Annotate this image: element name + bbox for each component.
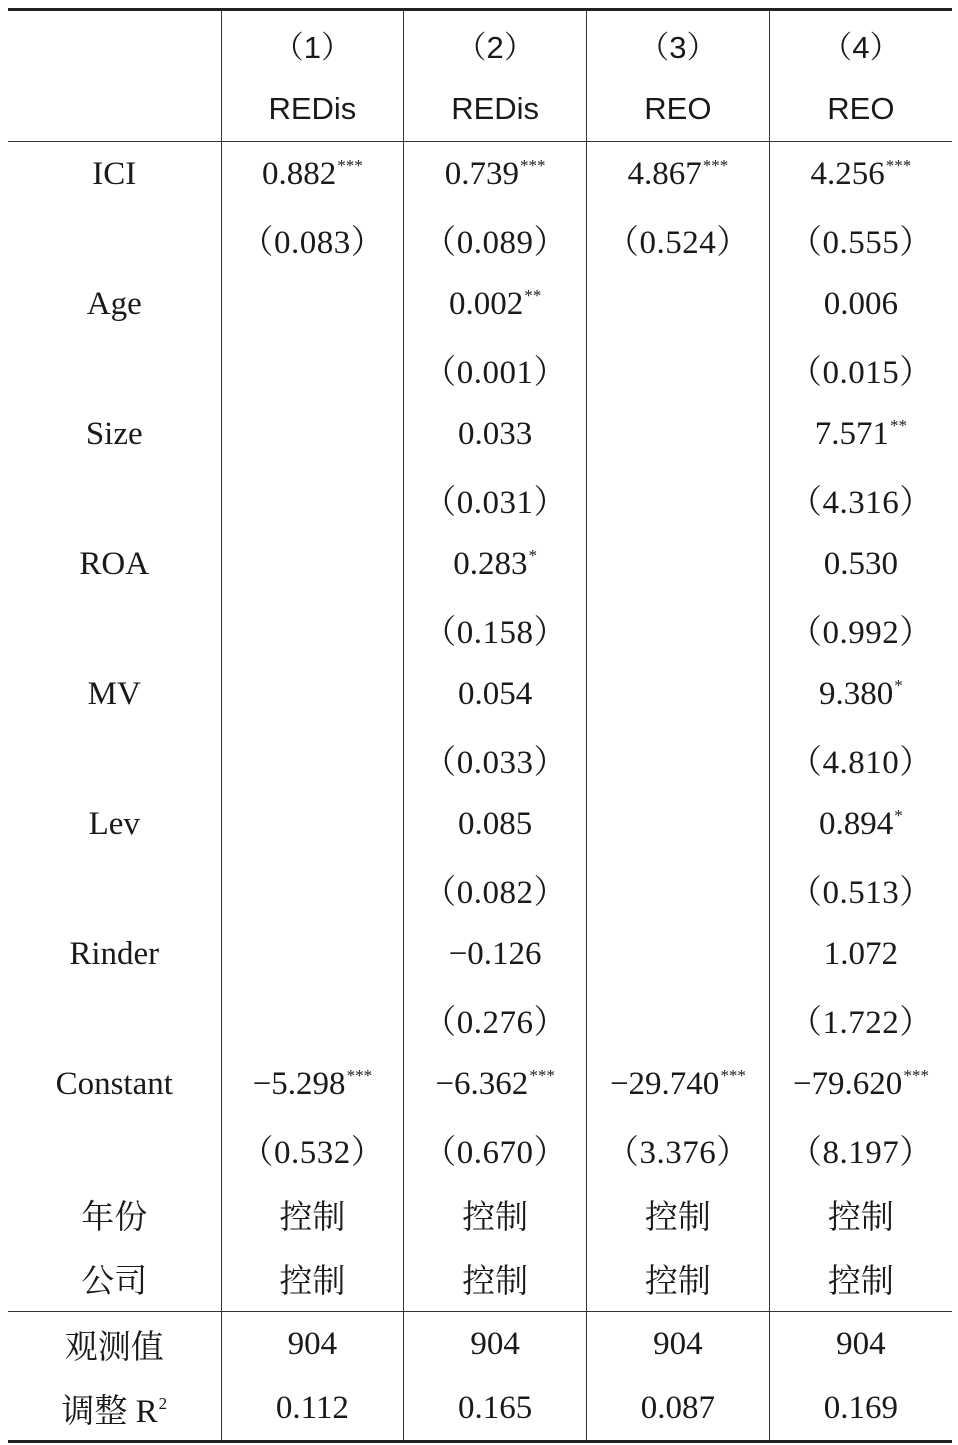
table-row xyxy=(8,1247,952,1312)
table-cell xyxy=(221,1117,404,1182)
row-label: ICI xyxy=(92,155,137,192)
summary-label-text: 调整 R xyxy=(61,1393,158,1430)
row-label xyxy=(8,1117,221,1182)
row-label: 公司 xyxy=(81,1264,148,1301)
table-cell xyxy=(587,1247,770,1312)
standard-error: （0.031） xyxy=(423,484,567,521)
significance-stars: * xyxy=(528,545,537,565)
row-label: Rinder xyxy=(69,935,160,972)
table-row xyxy=(8,727,952,792)
summary-label xyxy=(8,1377,221,1442)
table-cell xyxy=(587,207,770,272)
standard-error: （3.376） xyxy=(606,1134,750,1171)
table-cell xyxy=(769,532,952,597)
standard-error: （0.555） xyxy=(789,224,933,261)
cell-value: 0.894 xyxy=(819,805,894,842)
standard-error: （4.810） xyxy=(789,744,933,781)
table-cell xyxy=(404,857,587,922)
summary-cell: 0.169 xyxy=(769,1377,952,1442)
table-cell xyxy=(404,792,587,857)
standard-error: （0.992） xyxy=(789,614,933,651)
cell-value: 4.256 xyxy=(810,155,885,192)
table-cell xyxy=(587,792,770,857)
table-cell xyxy=(587,1117,770,1182)
table-cell xyxy=(221,402,404,467)
standard-error: （1.722） xyxy=(789,1004,933,1041)
standard-error: （0.089） xyxy=(423,224,567,261)
summary-cell: 904 xyxy=(587,1312,770,1377)
significance-stars: *** xyxy=(346,1065,373,1085)
regression-table xyxy=(8,8,952,1443)
cell-value: −29.740 xyxy=(609,1065,720,1102)
table-cell xyxy=(769,597,952,662)
summary-label xyxy=(8,1312,221,1377)
cell-value: 7.571 xyxy=(814,415,889,452)
significance-stars: * xyxy=(894,675,903,695)
table-cell xyxy=(221,1052,404,1117)
standard-error: （8.197） xyxy=(789,1134,933,1171)
table-cell xyxy=(769,272,952,337)
table-cell xyxy=(404,272,587,337)
row-label: Lev xyxy=(88,805,140,842)
standard-error: （0.670） xyxy=(423,1134,567,1171)
significance-stars: *** xyxy=(702,155,729,175)
row-label: Size xyxy=(85,415,143,452)
cell-value: 0.002 xyxy=(449,285,524,322)
table-cell xyxy=(404,1117,587,1182)
cell-value: 控制 xyxy=(827,1199,894,1236)
table-cell xyxy=(221,337,404,402)
row-label: Constant xyxy=(55,1065,173,1102)
cell-value: −79.620 xyxy=(792,1065,903,1102)
table-cell xyxy=(587,142,770,207)
table-cell xyxy=(769,1117,952,1182)
table-cell xyxy=(404,207,587,272)
cell-value: −0.126 xyxy=(448,935,542,972)
table-row xyxy=(8,597,952,662)
summary-cell: 0.087 xyxy=(587,1377,770,1442)
column-dependent-variable: REO xyxy=(769,77,952,142)
superscript: 2 xyxy=(158,1393,168,1413)
table-row xyxy=(8,662,952,727)
standard-error: （0.276） xyxy=(423,1004,567,1041)
table-cell xyxy=(769,467,952,532)
table-cell xyxy=(587,597,770,662)
summary-row xyxy=(8,1312,952,1377)
cell-value: 0.033 xyxy=(458,415,533,452)
summary-cell: 0.112 xyxy=(221,1377,404,1442)
standard-error: （0.033） xyxy=(423,744,567,781)
table-cell xyxy=(769,662,952,727)
table-cell xyxy=(221,857,404,922)
row-label xyxy=(8,727,221,792)
cell-value: 控制 xyxy=(462,1264,529,1301)
row-label xyxy=(8,597,221,662)
table-cell xyxy=(404,532,587,597)
row-label xyxy=(8,987,221,1052)
table-cell xyxy=(769,207,952,272)
row-label: ROA xyxy=(79,545,150,582)
cell-value: 0.739 xyxy=(444,155,519,192)
table-cell xyxy=(221,532,404,597)
table-cell xyxy=(769,337,952,402)
summary-label-text: 观测值 xyxy=(64,1329,164,1366)
table-cell xyxy=(769,727,952,792)
column-number: （4） xyxy=(769,10,952,78)
row-label: Age xyxy=(86,285,142,322)
summary-cell: 904 xyxy=(221,1312,404,1377)
table-row xyxy=(8,792,952,857)
row-label xyxy=(8,337,221,402)
table-cell xyxy=(404,402,587,467)
standard-error: （0.532） xyxy=(240,1134,385,1171)
column-dependent-variable: REDis xyxy=(404,77,587,142)
table-cell xyxy=(221,1182,404,1247)
table-row xyxy=(8,142,952,207)
table-cell xyxy=(221,1247,404,1312)
cell-value: 控制 xyxy=(279,1199,346,1236)
summary-cell: 904 xyxy=(769,1312,952,1377)
significance-stars: *** xyxy=(903,1065,929,1085)
table-cell xyxy=(769,1182,952,1247)
table-cell xyxy=(221,467,404,532)
summary-cell: 0.165 xyxy=(404,1377,587,1442)
header-corner xyxy=(8,77,221,142)
significance-stars: ** xyxy=(524,285,542,305)
table-cell xyxy=(404,1182,587,1247)
standard-error: （0.158） xyxy=(423,614,567,651)
cell-value: 0.882 xyxy=(262,155,337,192)
significance-stars: *** xyxy=(337,155,363,175)
table-cell xyxy=(587,532,770,597)
table-cell xyxy=(587,727,770,792)
table-cell xyxy=(221,922,404,987)
cell-value: 控制 xyxy=(644,1199,711,1236)
table-cell xyxy=(769,857,952,922)
header-corner xyxy=(8,10,221,78)
table-cell xyxy=(769,1247,952,1312)
table-row xyxy=(8,922,952,987)
table-cell xyxy=(769,402,952,467)
table-cell xyxy=(587,402,770,467)
cell-value: 控制 xyxy=(644,1264,711,1301)
cell-value: −5.298 xyxy=(252,1065,346,1102)
table-row xyxy=(8,337,952,402)
summary-cell: 904 xyxy=(404,1312,587,1377)
standard-error: （0.082） xyxy=(423,874,567,911)
table-row xyxy=(8,532,952,597)
column-number: （2） xyxy=(404,10,587,78)
table-cell xyxy=(587,272,770,337)
table-row xyxy=(8,467,952,532)
table-cell xyxy=(221,597,404,662)
cell-value: 0.530 xyxy=(823,545,898,582)
row-label: 年份 xyxy=(81,1199,148,1236)
table-cell xyxy=(404,662,587,727)
cell-value: 1.072 xyxy=(823,935,898,972)
table-cell xyxy=(221,987,404,1052)
table-row xyxy=(8,207,952,272)
table-body xyxy=(8,142,952,1442)
table-cell xyxy=(221,142,404,207)
significance-stars: *** xyxy=(520,155,546,175)
cell-value: 控制 xyxy=(462,1199,529,1236)
cell-value: 控制 xyxy=(827,1264,894,1301)
standard-error: （0.015） xyxy=(789,354,933,391)
row-label xyxy=(8,467,221,532)
row-label: MV xyxy=(87,675,141,712)
table-cell xyxy=(404,142,587,207)
cell-value: 0.085 xyxy=(458,805,533,842)
table-cell xyxy=(587,857,770,922)
table-row xyxy=(8,272,952,337)
cell-value: 4.867 xyxy=(627,155,702,192)
table-cell xyxy=(587,922,770,987)
significance-stars: *** xyxy=(885,155,912,175)
table-row xyxy=(8,402,952,467)
table-row xyxy=(8,1182,952,1247)
row-label xyxy=(8,857,221,922)
column-dependent-variable: REDis xyxy=(221,77,404,142)
table-cell xyxy=(221,662,404,727)
table-cell xyxy=(769,142,952,207)
table-cell xyxy=(404,922,587,987)
table-cell xyxy=(769,922,952,987)
table-cell xyxy=(221,207,404,272)
significance-stars: *** xyxy=(529,1065,555,1085)
table-cell xyxy=(769,1052,952,1117)
header-row-numbers xyxy=(8,10,952,78)
significance-stars: ** xyxy=(890,415,907,435)
table-header xyxy=(8,10,952,142)
table-cell xyxy=(404,337,587,402)
standard-error: （0.083） xyxy=(240,224,385,261)
table-cell xyxy=(587,987,770,1052)
summary-row xyxy=(8,1377,952,1442)
cell-value: −6.362 xyxy=(435,1065,529,1102)
row-label xyxy=(8,207,221,272)
table-cell xyxy=(769,792,952,857)
standard-error: （4.316） xyxy=(789,484,933,521)
table-row xyxy=(8,857,952,922)
table-cell xyxy=(587,1182,770,1247)
table-cell xyxy=(221,727,404,792)
table-row xyxy=(8,1117,952,1182)
cell-value: 0.006 xyxy=(823,285,898,322)
header-row-names xyxy=(8,77,952,142)
standard-error: （0.524） xyxy=(606,224,750,261)
standard-error: （0.513） xyxy=(789,874,933,911)
table-cell xyxy=(221,272,404,337)
column-number: （1） xyxy=(221,10,404,78)
table-cell xyxy=(587,337,770,402)
cell-value: 9.380 xyxy=(819,675,894,712)
table-cell xyxy=(404,597,587,662)
table-row xyxy=(8,1052,952,1117)
significance-stars: * xyxy=(894,805,903,825)
table-cell xyxy=(404,987,587,1052)
column-number: （3） xyxy=(587,10,770,78)
table-cell xyxy=(769,987,952,1052)
cell-value: 0.283 xyxy=(453,545,528,582)
table-cell xyxy=(587,1052,770,1117)
table-cell xyxy=(404,1247,587,1312)
table-cell xyxy=(221,792,404,857)
significance-stars: *** xyxy=(720,1065,746,1085)
cell-value: 0.054 xyxy=(458,675,533,712)
standard-error: （0.001） xyxy=(423,354,567,391)
table-row xyxy=(8,987,952,1052)
table-cell xyxy=(587,467,770,532)
table-cell xyxy=(404,727,587,792)
table-cell xyxy=(404,467,587,532)
column-dependent-variable: REO xyxy=(587,77,770,142)
table-cell xyxy=(404,1052,587,1117)
cell-value: 控制 xyxy=(279,1264,346,1301)
table-cell xyxy=(587,662,770,727)
